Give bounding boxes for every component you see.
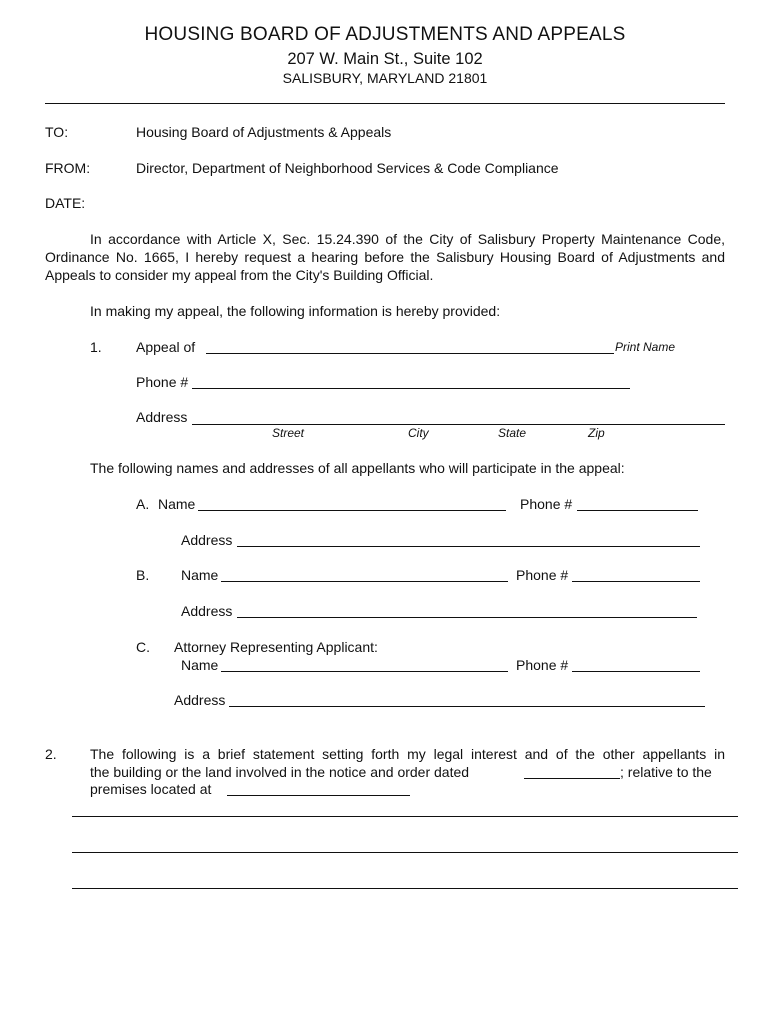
to-value: Housing Board of Adjustments & Appeals bbox=[136, 124, 392, 140]
print-name-caption: Print Name bbox=[615, 340, 676, 354]
attorney-address-field[interactable] bbox=[229, 706, 705, 707]
item2-line3: premises located at bbox=[90, 781, 212, 797]
premises-field[interactable] bbox=[227, 795, 410, 796]
phone-field[interactable] bbox=[192, 388, 630, 389]
zip-caption: Zip bbox=[588, 426, 605, 440]
statement-line-3[interactable] bbox=[72, 888, 738, 889]
statement-line-2[interactable] bbox=[72, 852, 738, 853]
item1-number: 1. bbox=[90, 339, 102, 355]
office-address: 207 W. Main St., Suite 102 bbox=[287, 50, 483, 68]
appellants-intro: The following names and addresses of all appellants who will participate in the appeal: bbox=[90, 460, 625, 476]
from-label: FROM: bbox=[45, 160, 91, 176]
attorney-name-label: Name bbox=[181, 657, 219, 673]
attorney-label: Attorney Representing Applicant: bbox=[174, 639, 378, 655]
intro-paragraph bbox=[45, 230, 725, 284]
attorney-address-label: Address bbox=[174, 692, 226, 708]
appellant-a-name-field[interactable] bbox=[198, 510, 506, 511]
item2-line2-a: the building or the land involved in the notice and order dated bbox=[90, 764, 470, 780]
item2-number: 2. bbox=[45, 746, 57, 762]
office-city-state: SALISBURY, MARYLAND 21801 bbox=[282, 70, 488, 86]
date-label: DATE: bbox=[45, 195, 86, 211]
appeal-of-field[interactable] bbox=[206, 353, 614, 354]
appellant-b-address-field[interactable] bbox=[237, 617, 697, 618]
header-divider bbox=[45, 103, 725, 104]
appellant-a-address-label: Address bbox=[181, 532, 233, 548]
street-caption: Street bbox=[272, 426, 305, 440]
appellant-a-phone-label: Phone # bbox=[520, 496, 573, 512]
form-title: HOUSING BOARD OF ADJUSTMENTS AND APPEALS bbox=[144, 24, 626, 45]
appeal-of-label: Appeal of bbox=[136, 339, 196, 355]
from-value: Director, Department of Neighborhood Services & Code Compliance bbox=[136, 160, 559, 176]
city-caption: City bbox=[408, 426, 429, 440]
appellant-b-address-label: Address bbox=[181, 603, 233, 619]
appellant-a-phone-field[interactable] bbox=[577, 510, 698, 511]
address-field[interactable] bbox=[192, 424, 725, 425]
appellant-c-label: C. bbox=[136, 639, 150, 655]
appellant-b-phone-field[interactable] bbox=[572, 581, 700, 582]
item2-line2-b: ; relative to the bbox=[620, 764, 712, 780]
state-caption: State bbox=[498, 426, 527, 440]
address-label: Address bbox=[136, 409, 188, 425]
notice-date-field[interactable] bbox=[524, 778, 620, 779]
attorney-name-field[interactable] bbox=[221, 671, 508, 672]
appellant-b-label: B. bbox=[136, 567, 150, 583]
attorney-phone-field[interactable] bbox=[572, 671, 700, 672]
attorney-phone-label: Phone # bbox=[516, 657, 569, 673]
to-label: TO: bbox=[45, 124, 69, 140]
intro-text: In accordance with Article X, Sec. 15.24.390 of the City of Salisbury Property Maintenance Code, Ordinance No. 1665, I hereby request a hearing before the Salisbury Housing Board of Adjustments and Appeals to consider my appeal from the City's Building Official. bbox=[45, 231, 725, 283]
appellant-b-phone-label: Phone # bbox=[516, 567, 569, 583]
appellant-b-name-field[interactable] bbox=[221, 581, 508, 582]
appellant-b-name-label: Name bbox=[181, 567, 219, 583]
item2-line1: The following is a brief statement setting forth my legal interest and of the other appellants in bbox=[90, 746, 725, 762]
appellant-a-name-label: Name bbox=[158, 496, 196, 512]
appellant-a-address-field[interactable] bbox=[237, 546, 700, 547]
appellant-a-label: A. bbox=[136, 496, 150, 512]
statement-line-1[interactable] bbox=[72, 816, 738, 817]
provided-text: In making my appeal, the following information is hereby provided: bbox=[90, 303, 501, 319]
phone-label: Phone # bbox=[136, 374, 189, 390]
